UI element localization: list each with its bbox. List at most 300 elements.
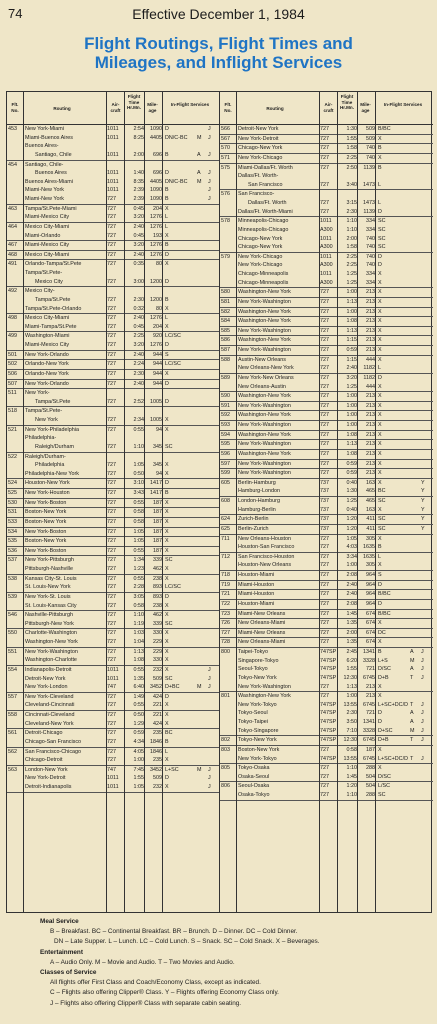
flight-number-cell: 589 bbox=[221, 374, 230, 381]
table-row bbox=[220, 701, 433, 710]
mileage-cell: 163 bbox=[366, 506, 375, 513]
flight-time-cell: 0:59 bbox=[346, 347, 357, 353]
table-row bbox=[220, 535, 433, 544]
table-row bbox=[7, 638, 219, 647]
table-row bbox=[7, 620, 219, 629]
routing-cell: Dallas/Ft. Worth bbox=[248, 200, 287, 206]
flight-number-cell: 585 bbox=[221, 327, 230, 334]
flight-number-cell: 521 bbox=[8, 426, 17, 433]
aircraft-cell: 727 bbox=[107, 278, 116, 285]
mileage-cell: 1635 bbox=[363, 544, 375, 551]
mileage-cell: 1276 bbox=[150, 315, 162, 322]
mileage-cell: 80 bbox=[156, 305, 162, 312]
aircraft-cell: 1011 bbox=[107, 170, 119, 177]
aircraft-cell: A300 bbox=[320, 226, 333, 233]
flight-number-cell: 539 bbox=[8, 593, 17, 600]
entertainment-cell: A bbox=[410, 719, 414, 725]
aircraft-cell: 747 bbox=[107, 684, 116, 691]
mileage-cell: 213 bbox=[366, 393, 375, 400]
routing-cell: Raleigh/Durham- bbox=[25, 453, 66, 460]
class-service-cell: Y bbox=[421, 516, 425, 523]
flight-time-cell: 1:19 bbox=[133, 620, 144, 627]
aircraft-cell: 727 bbox=[107, 417, 116, 423]
routing-cell: San Francisco-Chicago bbox=[25, 748, 82, 755]
flight-time-cell: 1:00 bbox=[346, 289, 357, 296]
aircraft-cell: 727 bbox=[320, 298, 329, 305]
routing-cell: Houston-Miami bbox=[238, 600, 275, 607]
mileage-cell: 411 bbox=[366, 525, 375, 532]
flight-time-cell: 2:25 bbox=[133, 333, 144, 340]
page-title bbox=[0, 34, 437, 72]
table-row bbox=[220, 619, 433, 628]
table-row bbox=[220, 590, 433, 599]
flight-time-cell: 1:05 bbox=[133, 462, 144, 469]
routing-cell: Washington-New York bbox=[238, 289, 291, 296]
table-row bbox=[220, 125, 433, 134]
routing-cell: Boston-New York bbox=[25, 538, 67, 545]
routing-cell: Tokyo-Taipei bbox=[238, 719, 268, 725]
meal-service-cell: X bbox=[165, 666, 169, 673]
table-row bbox=[7, 278, 219, 287]
mileage-cell: 509 bbox=[366, 135, 375, 142]
flight-group bbox=[220, 135, 433, 145]
mileage-cell: 238 bbox=[153, 575, 162, 582]
table-row bbox=[220, 243, 433, 252]
mileage-cell: 740 bbox=[366, 235, 375, 242]
mileage-cell: 944 bbox=[153, 361, 162, 368]
mileage-cell: 221 bbox=[153, 702, 162, 709]
mileage-cell: 187 bbox=[366, 746, 375, 753]
flight-group bbox=[220, 421, 433, 431]
mileage-cell: 94 bbox=[156, 470, 162, 477]
flight-number-cell: 579 bbox=[221, 253, 230, 260]
flight-time-cell: 0:45 bbox=[133, 205, 144, 212]
aircraft-cell: 727 bbox=[107, 223, 116, 230]
flight-time-cell: 2:52 bbox=[133, 398, 144, 405]
flight-group bbox=[7, 575, 219, 593]
table-row bbox=[220, 657, 433, 666]
mileage-cell: 213 bbox=[366, 422, 375, 428]
table-row bbox=[220, 791, 433, 800]
flight-group bbox=[220, 515, 433, 525]
table-row bbox=[7, 223, 219, 232]
flight-time-cell: 0:35 bbox=[133, 261, 144, 268]
flight-group bbox=[7, 223, 219, 241]
flight-time-cell: 3:20 bbox=[346, 374, 357, 381]
mileage-cell: 1005 bbox=[150, 417, 162, 423]
col-time-header: Flight Time Hr.Mn. bbox=[126, 94, 142, 110]
flight-time-cell: 3:20 bbox=[133, 242, 144, 249]
flight-group bbox=[7, 360, 219, 370]
routing-cell: Hamburg-Berlin bbox=[238, 506, 276, 513]
routing-cell: Tokyo-New York bbox=[238, 737, 277, 744]
aircraft-cell: 727 bbox=[320, 441, 329, 448]
meal-service-cell: D bbox=[378, 719, 382, 725]
flight-time-cell: 1:08 bbox=[346, 450, 357, 457]
table-row bbox=[7, 380, 219, 389]
mileage-cell: 1182 bbox=[363, 374, 375, 381]
mileage-cell: 1139 bbox=[363, 164, 375, 171]
aircraft-cell: 727 bbox=[320, 553, 329, 560]
mileage-cell: 964 bbox=[366, 572, 375, 578]
flight-group bbox=[7, 125, 219, 161]
mileage-cell: 893 bbox=[153, 584, 162, 591]
class-service-cell: Y bbox=[421, 525, 425, 532]
flight-time-cell: 2:39 bbox=[133, 196, 144, 202]
flight-time-cell: 1:13 bbox=[346, 298, 357, 305]
flight-group bbox=[7, 693, 219, 711]
flight-group bbox=[220, 460, 433, 470]
flight-time-cell: 2:00 bbox=[133, 151, 144, 158]
routing-cell: San Francisco- bbox=[238, 191, 275, 198]
flight-group bbox=[220, 356, 433, 374]
flight-number-cell: 801 bbox=[221, 693, 230, 700]
mileage-cell: 944 bbox=[153, 380, 162, 387]
flight-group bbox=[7, 729, 219, 747]
mileage-cell: 462 bbox=[153, 566, 162, 572]
table-row bbox=[220, 402, 433, 411]
mileage-cell: 213 bbox=[366, 327, 375, 334]
aircraft-cell: 727 bbox=[107, 620, 116, 627]
meal-service-cell: X bbox=[165, 612, 169, 619]
routing-cell: Seoul-Osaka bbox=[238, 783, 270, 790]
flight-group bbox=[7, 479, 219, 489]
aircraft-cell: 737 bbox=[320, 516, 329, 523]
mileage-cell: 504 bbox=[366, 773, 375, 780]
routing-cell: New Orleans-Miami bbox=[238, 620, 286, 627]
entertainment-cell: T bbox=[410, 755, 414, 762]
mileage-cell: 213 bbox=[366, 308, 375, 315]
flight-time-cell: 1:13 bbox=[346, 683, 357, 690]
table-row bbox=[220, 431, 433, 440]
flight-time-cell: 1:00 bbox=[346, 693, 357, 700]
mileage-cell: 4405 bbox=[150, 178, 162, 185]
col-services-header: In-Flight Services bbox=[170, 102, 210, 107]
table-row bbox=[220, 279, 433, 288]
table-right-half bbox=[220, 92, 433, 912]
meal-service-cell: X bbox=[378, 460, 382, 467]
routing-cell: New York bbox=[35, 417, 58, 423]
meal-service-cell: X bbox=[378, 402, 382, 409]
table-row bbox=[220, 226, 433, 235]
aircraft-cell: 727 bbox=[107, 630, 116, 637]
mileage-cell: 330 bbox=[153, 630, 162, 637]
mileage-cell: 213 bbox=[366, 298, 375, 305]
entertainment-cell: A bbox=[410, 666, 414, 673]
aircraft-cell: 727 bbox=[320, 308, 329, 315]
flight-number-cell: 453 bbox=[8, 126, 17, 132]
flight-number-cell: 507 bbox=[8, 380, 17, 387]
mileage-cell: 1090 bbox=[150, 126, 162, 132]
flight-group bbox=[220, 253, 433, 289]
entertainment-cell: M bbox=[197, 134, 202, 141]
aircraft-cell: 727 bbox=[107, 196, 116, 202]
mileage-cell: 94 bbox=[156, 426, 162, 433]
aircraft-cell: 727 bbox=[107, 584, 116, 591]
meal-service-cell: D/SC bbox=[378, 773, 391, 780]
routing-cell: Chicago-Minneapolis bbox=[238, 279, 289, 286]
table-row bbox=[7, 602, 219, 611]
flight-time-cell: 0:59 bbox=[133, 730, 144, 737]
class-service-cell: J bbox=[208, 134, 211, 141]
flight-number-cell: 588 bbox=[221, 356, 230, 363]
class-service-cell: Y bbox=[421, 498, 425, 504]
routing-cell: Chicago-New York bbox=[238, 244, 283, 251]
aircraft-cell: 1011 bbox=[320, 253, 332, 260]
meal-service-cell: L/SC bbox=[378, 783, 390, 790]
flight-time-cell: 1:23 bbox=[133, 566, 144, 572]
flight-time-cell: 3:34 bbox=[346, 553, 357, 560]
entertainment-cell: T bbox=[410, 674, 414, 681]
table-row bbox=[220, 217, 433, 226]
flight-number-cell: 718 bbox=[221, 572, 230, 578]
flight-group bbox=[220, 190, 433, 217]
routing-cell: New York-Washington bbox=[238, 470, 291, 477]
flight-time-cell: 1:35 bbox=[133, 675, 144, 682]
table-row bbox=[7, 479, 219, 488]
flight-time-cell: 2:25 bbox=[346, 253, 357, 260]
mileage-cell: 345 bbox=[153, 443, 162, 450]
flight-time-cell: 2:08 bbox=[346, 600, 357, 607]
flight-number-cell: 492 bbox=[8, 288, 17, 295]
table-header bbox=[7, 92, 219, 125]
flight-number-cell: 719 bbox=[221, 581, 230, 588]
meal-service-cell: X bbox=[165, 602, 169, 609]
class-service-cell: J bbox=[208, 784, 211, 790]
routing-cell: Buenos Aires- bbox=[25, 143, 59, 150]
flight-group bbox=[7, 508, 219, 518]
aircraft-cell: 1011 bbox=[320, 271, 332, 277]
aircraft-cell: 727 bbox=[107, 693, 116, 700]
meal-service-cell: X bbox=[378, 135, 382, 142]
meal-service-cell: X bbox=[378, 441, 382, 448]
meal-service-cell: LC/SC bbox=[165, 361, 181, 368]
aircraft-cell: 727 bbox=[320, 145, 329, 152]
flight-number-cell: 498 bbox=[8, 315, 17, 322]
class-service-cell: J bbox=[421, 719, 424, 725]
aircraft-cell: 727 bbox=[107, 518, 116, 525]
table-row bbox=[7, 314, 219, 323]
table-row bbox=[220, 692, 433, 701]
col-mileage-header: Mile-age bbox=[360, 102, 371, 113]
flight-group bbox=[7, 251, 219, 261]
routing-cell: New York-Boston bbox=[25, 499, 67, 506]
meal-service-cell: DN/C-BC bbox=[165, 134, 188, 141]
table-row bbox=[7, 565, 219, 574]
flight-group bbox=[220, 736, 433, 746]
routing-cell: Buenos Aires bbox=[35, 170, 67, 177]
flight-time-cell: 0:40 bbox=[346, 479, 357, 486]
mileage-cell: 213 bbox=[366, 318, 375, 325]
aircraft-cell: 727 bbox=[320, 337, 329, 344]
routing-cell: Washington-New York bbox=[238, 693, 291, 700]
flight-number-cell: 524 bbox=[8, 480, 17, 487]
table-row bbox=[220, 755, 433, 764]
routing-cell: Philadelphia-New York bbox=[25, 470, 79, 477]
flight-time-cell: 1:05 bbox=[133, 538, 144, 545]
flight-number-cell: 728 bbox=[221, 639, 230, 646]
table-row bbox=[220, 581, 433, 590]
title-line-2: Mileages, and Inflight Services bbox=[94, 53, 343, 72]
meal-service-cell: L bbox=[378, 365, 381, 372]
flight-time-cell: 2:40 bbox=[133, 315, 144, 322]
meal-service-cell: X bbox=[378, 620, 382, 627]
aircraft-cell: 727 bbox=[107, 566, 116, 572]
meal-service-cell: X bbox=[378, 383, 382, 390]
routing-cell: Washington-New York bbox=[25, 639, 78, 645]
mileage-cell: 213 bbox=[366, 683, 375, 690]
mileage-cell: 1341 bbox=[363, 719, 375, 725]
flight-group bbox=[220, 164, 433, 191]
flight-time-cell: 1:49 bbox=[133, 693, 144, 700]
table-row bbox=[220, 253, 433, 262]
meal-service-cell: X bbox=[378, 279, 382, 286]
aircraft-cell: 727 bbox=[320, 327, 329, 334]
routing-cell: Washington-Charlotte bbox=[25, 657, 77, 664]
mileage-cell: 6745 bbox=[363, 674, 375, 681]
class-service-cell: J bbox=[421, 710, 424, 717]
flight-time-cell: 2:30 bbox=[346, 710, 357, 717]
routing-cell: Miami-New York bbox=[25, 196, 64, 202]
table-row bbox=[220, 190, 433, 199]
meal-service-cell: X bbox=[378, 289, 382, 296]
table-row bbox=[220, 411, 433, 420]
meal-service-cell: X bbox=[165, 417, 169, 423]
routing-cell: Miami-Mexico City bbox=[25, 342, 70, 348]
classes-line: J – Flights also offering Clipper® Class with separate cabin seating. bbox=[50, 999, 242, 1007]
mileage-cell: 1139 bbox=[363, 208, 375, 215]
flight-number-cell: 591 bbox=[221, 402, 230, 409]
meal-service-line: DN – Late Supper. L – Lunch. LC – Cold Lunch. S – Snack. SC – Cold Snack. X – Beverages. bbox=[54, 938, 320, 946]
flight-time-cell: 1:10 bbox=[346, 218, 357, 225]
meal-service-cell: L+SC bbox=[165, 766, 179, 773]
mileage-cell: 1090 bbox=[150, 196, 162, 202]
meal-service-cell: B bbox=[165, 242, 169, 249]
aircraft-cell: 747SP bbox=[320, 710, 337, 717]
flight-time-cell: 0:58 bbox=[133, 602, 144, 609]
mileage-cell: 674 bbox=[366, 639, 375, 646]
table-row bbox=[220, 561, 433, 570]
flight-number-cell: 533 bbox=[8, 518, 17, 525]
table-row bbox=[220, 298, 433, 307]
mileage-cell: 674 bbox=[366, 620, 375, 627]
flight-time-cell: 2:24 bbox=[133, 361, 144, 368]
table-row bbox=[7, 518, 219, 527]
table-row bbox=[7, 508, 219, 517]
flight-group bbox=[7, 161, 219, 205]
flight-time-cell: 1:30 bbox=[346, 126, 357, 132]
routing-cell: Hamburg-London bbox=[238, 488, 280, 495]
routing-cell: Santiago, Chile- bbox=[25, 161, 64, 168]
flight-time-cell: 0:50 bbox=[133, 712, 144, 718]
flight-time-cell: 2:39 bbox=[133, 187, 144, 194]
flight-time-cell: 2:40 bbox=[133, 351, 144, 358]
table-row bbox=[7, 296, 219, 305]
meal-service-cell: X bbox=[378, 298, 382, 305]
table-row bbox=[220, 235, 433, 244]
table-row bbox=[220, 683, 433, 692]
table-row bbox=[7, 241, 219, 250]
table-row bbox=[220, 543, 433, 552]
flight-time-cell: 2:45 bbox=[346, 649, 357, 655]
aircraft-cell: 727 bbox=[107, 342, 116, 348]
meal-service-cell: SC bbox=[378, 525, 386, 532]
aircraft-cell: 727 bbox=[320, 181, 329, 188]
flight-time-cell: 0:45 bbox=[133, 232, 144, 239]
table-row bbox=[7, 161, 219, 170]
routing-cell: Detroit-New York bbox=[238, 126, 279, 132]
meal-service-cell: X bbox=[165, 547, 169, 554]
routing-cell: Detroit-Indianapolis bbox=[25, 784, 72, 790]
routing-cell: Indianapolis-Detroit bbox=[25, 666, 72, 673]
meal-service-cell: S bbox=[378, 572, 382, 578]
routing-cell: Mexico City-Miami bbox=[25, 223, 70, 230]
aircraft-cell: 1011 bbox=[107, 675, 119, 682]
mileage-cell: 288 bbox=[366, 792, 375, 798]
table-row bbox=[220, 181, 433, 190]
routing-cell: New York-Orlando bbox=[25, 351, 69, 358]
flight-group bbox=[220, 144, 433, 154]
meal-service-cell: SC bbox=[378, 516, 386, 523]
flight-number-cell: 806 bbox=[221, 783, 230, 790]
table-row bbox=[7, 748, 219, 757]
flight-number-cell: 506 bbox=[8, 370, 17, 377]
routing-cell: Nashville-Pittsburgh bbox=[25, 612, 73, 619]
table-row bbox=[7, 528, 219, 537]
flight-group bbox=[220, 288, 433, 298]
flight-number-cell: 624 bbox=[221, 516, 230, 523]
flight-number-cell: 464 bbox=[8, 223, 17, 230]
flight-group bbox=[220, 629, 433, 639]
routing-cell: New Orleans-Miami bbox=[238, 639, 286, 646]
aircraft-cell: 727 bbox=[107, 547, 116, 554]
flight-number-cell: 535 bbox=[8, 538, 17, 545]
mileage-cell: 1473 bbox=[363, 200, 375, 206]
flight-group bbox=[7, 332, 219, 350]
aircraft-cell: 727 bbox=[107, 232, 116, 239]
meal-service-cell: X bbox=[378, 337, 382, 344]
routing-cell: New Orleans-Austin bbox=[238, 383, 286, 390]
meal-service-cell: B/BC bbox=[378, 610, 391, 617]
flight-time-cell: 12:30 bbox=[343, 674, 357, 681]
flight-group bbox=[220, 497, 433, 515]
flight-time-cell: 2:54 bbox=[133, 126, 144, 132]
flight-number-cell: 590 bbox=[221, 393, 230, 400]
aircraft-cell: 727 bbox=[107, 462, 116, 469]
table-row bbox=[7, 341, 219, 350]
title-line-1: Flight Routings, Flight Times and bbox=[84, 34, 353, 53]
aircraft-cell: 747SP bbox=[320, 674, 337, 681]
mileage-cell: 213 bbox=[366, 450, 375, 457]
aircraft-cell: 1011 bbox=[107, 187, 119, 194]
flight-group bbox=[7, 547, 219, 557]
aircraft-cell: 727 bbox=[320, 544, 329, 551]
flight-time-cell: 2:40 bbox=[346, 365, 357, 372]
flight-time-cell: 0:58 bbox=[346, 746, 357, 753]
meal-service-cell: LC/SC bbox=[165, 333, 181, 340]
flight-time-cell: 1:03 bbox=[133, 630, 144, 637]
routing-cell: Miami-Mexico City bbox=[25, 242, 70, 249]
flight-number-cell: 467 bbox=[8, 242, 17, 249]
routing-cell: Houston-San Francisco bbox=[238, 544, 295, 551]
flight-group bbox=[220, 374, 433, 392]
aircraft-cell: 727 bbox=[320, 591, 329, 598]
table-row bbox=[7, 351, 219, 360]
flight-number-cell: 546 bbox=[8, 612, 17, 619]
aircraft-cell: 727 bbox=[320, 470, 329, 477]
flight-group bbox=[220, 308, 433, 318]
class-service-cell: J bbox=[421, 666, 424, 673]
